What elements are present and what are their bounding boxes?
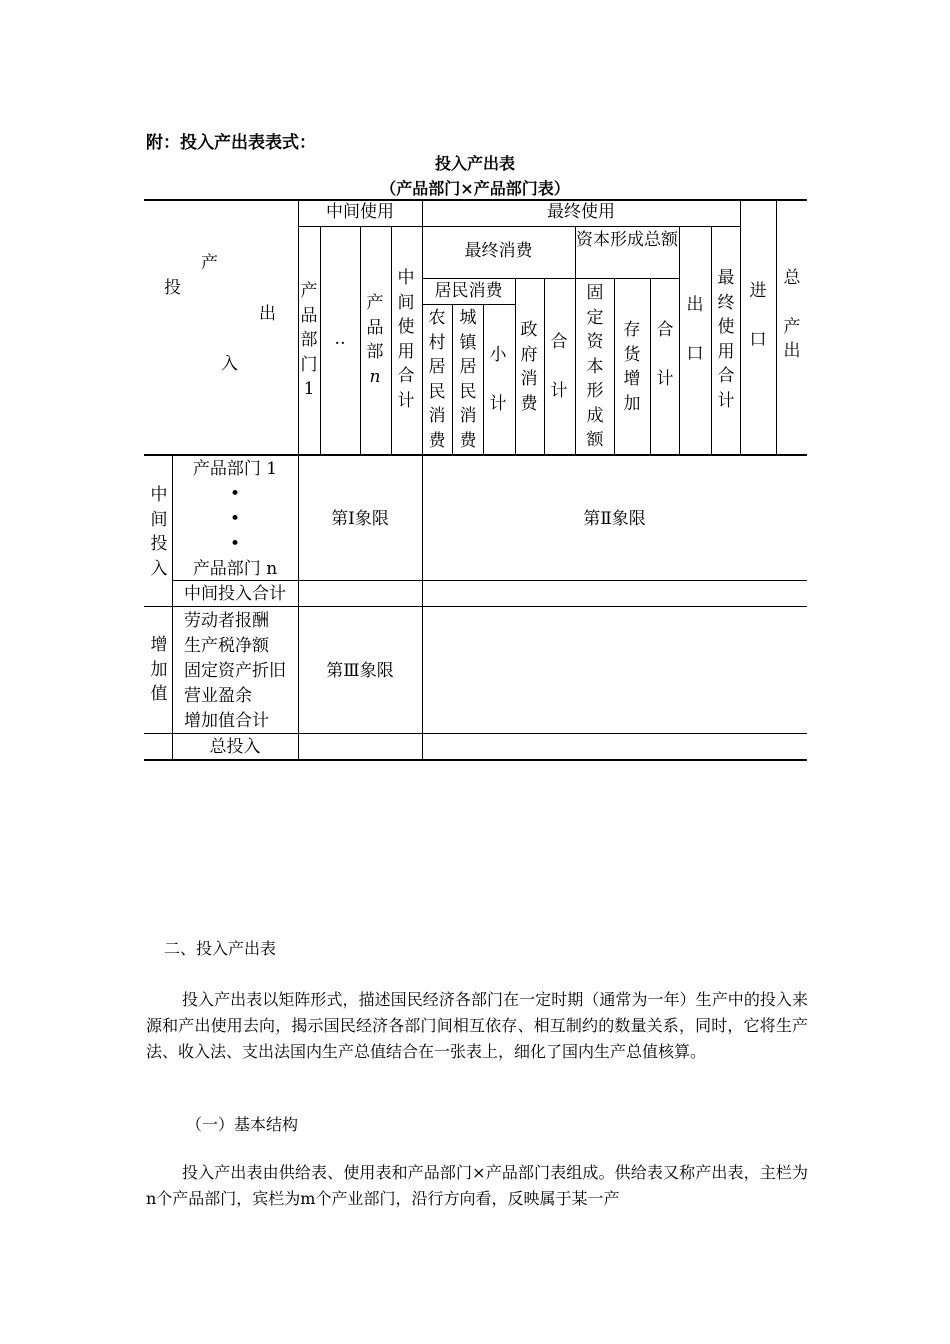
corner-tou: 投 [164,278,181,298]
col-header-final-use-total: 最 终 使 用 合 计 [717,268,735,411]
col-header-inventory: 存 货 增 加 [623,320,641,414]
row-va-labor: 劳动者报酬 [184,611,269,631]
row-total-input: 总投入 [209,737,261,757]
subsection-title: （一）基本结构 [186,1115,299,1134]
col-header-sector-n: 产 品 部 n [366,293,384,387]
col-header-total-output: 总 产 出 [783,268,801,361]
header-final-consumption: 最终消费 [464,241,533,261]
col-header-subtotal: 小 计 [489,345,507,414]
col-header-government: 政 府 消 费 [520,320,538,414]
row-dot-1: • [229,484,241,504]
quadrant-2: 第Ⅱ象限 [583,509,646,529]
row-group-value-added: 增 加 值 [150,635,168,704]
table-subtitle: （产品部门×产品部门表） [380,179,570,198]
corner-ru: 入 [221,354,238,374]
row-dot-2: • [229,509,241,529]
col-header-urban: 城 镇 居 民 消 费 [459,308,477,451]
col-header-fixed-capital: 固 定 资 本 形 成 额 [586,283,604,450]
row-sector-n: 产品部门 n [192,559,278,579]
col-header-dots: ‥ [334,329,346,349]
row-va-tax: 生产税净额 [184,636,269,656]
paragraph-1: 投入产出表以矩阵形式，描述国民经济各部门在一定时期（通常为一年）生产中的投入来源和产出使用去向，揭示国民经济各部门间相互依存、相互制约的数量关系，同时，它将生产法、收入法、支出法国内生产总值结合在一张表上，细化了国内生产总值核算。 [146,990,808,1061]
row-group-intermediate-input: 中 间 投 入 [150,485,168,579]
quadrant-3: 第Ⅲ象限 [326,661,394,681]
col-header-sector-1: 产 品 部 门 1 [300,281,318,399]
row-intermediate-input-total: 中间投入合计 [184,584,286,604]
row-va-depreciation: 固定资产折旧 [184,661,286,681]
row-dot-3: • [229,534,241,554]
row-va-total: 增加值合计 [184,711,269,731]
col-header-export: 出 口 [686,295,704,364]
col-header-import: 进 口 [749,281,767,350]
header-resident-consumption: 居民消费 [434,281,503,301]
corner-chu: 出 [259,304,276,324]
appendix-heading: 附：投入产出表表式： [146,133,316,153]
section-title: 二、投入产出表 [164,939,277,958]
corner-chan: 产 [201,253,218,273]
row-va-surplus: 营业盈余 [184,686,252,706]
paragraph-2: 投入产出表由供给表、使用表和产品部门×产品部门表组成。供给表又称产出表，主栏为n个产品部门，宾栏为m个产业部门，沿行方向看，反映属于某一产 [146,1163,808,1208]
quadrant-1: 第Ⅰ象限 [331,509,389,529]
header-intermediate-use: 中间使用 [326,202,394,222]
row-sector-1: 产品部门 1 [192,459,278,479]
table-title: 投入产出表 [434,154,515,173]
col-header-consumption-total: 合 计 [550,332,568,401]
col-header-capital-total: 合 计 [656,320,674,389]
header-capital-formation: 资本形成总额 [576,230,678,250]
header-final-use: 最终使用 [547,202,615,222]
col-header-rural: 农 村 居 民 消 费 [428,308,446,451]
col-header-intermediate-total: 中 间 使 用 合 计 [397,268,415,411]
